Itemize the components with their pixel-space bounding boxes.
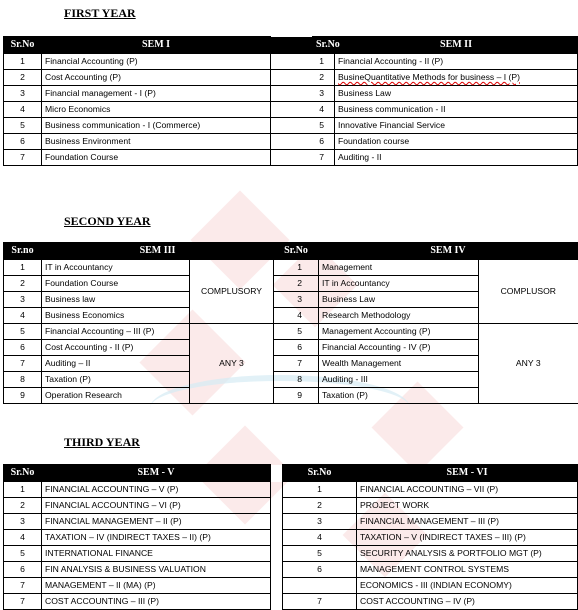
subject-name: ECONOMICS - III (INDIAN ECONOMY) — [357, 578, 578, 594]
first-year-heading: FIRST YEAR — [64, 6, 136, 20]
column-gap — [271, 514, 283, 530]
serial-number: 6 — [4, 134, 42, 150]
serial-number: 9 — [4, 388, 42, 404]
subject-name: FINANCIAL MANAGEMENT – III (P) — [357, 514, 578, 530]
subject-name: Taxation (P) — [319, 388, 479, 404]
subject-name: SECURITY ANALYSIS & PORTFOLIO MGT (P) — [357, 546, 578, 562]
subject-name: COST ACCOUNTING – IV (P) — [357, 594, 578, 610]
table-row — [4, 134, 578, 150]
column-gap — [271, 578, 283, 594]
serial-number: 1 — [4, 482, 42, 498]
table-row — [4, 578, 578, 594]
column-gap — [271, 594, 283, 610]
table-row — [4, 562, 578, 578]
serial-number: 3 — [271, 86, 335, 102]
serial-number: 7 — [274, 356, 319, 372]
serial-number: 3 — [4, 292, 42, 308]
table-row — [4, 482, 578, 498]
subject-name: Auditing – II — [42, 356, 190, 372]
third-year-heading: THIRD YEAR — [64, 435, 140, 449]
second-year-heading: SECOND YEAR — [64, 214, 151, 228]
subject-name: Innovative Financial Service — [335, 118, 578, 134]
group-label-compulsory: COMPLUSOR — [479, 260, 578, 324]
serial-number: 9 — [274, 388, 319, 404]
table-header-row — [4, 243, 578, 260]
subject-name: Operation Research — [42, 388, 190, 404]
group-label-compulsory: COMPLUSORY — [190, 260, 274, 324]
subject-name: Business communication - II — [335, 102, 578, 118]
semester-header: SEM - V — [42, 465, 271, 482]
subject-name: Business Law — [335, 86, 578, 102]
serial-number: 1 — [283, 482, 357, 498]
serial-number: 4 — [283, 530, 357, 546]
subject-name: Financial management - I (P) — [42, 86, 271, 102]
serial-number: 7 — [4, 594, 42, 610]
table-row — [4, 498, 578, 514]
serial-number: 1 — [4, 54, 42, 70]
subject-name: FINANCIAL ACCOUNTING – VII (P) — [357, 482, 578, 498]
serial-number: 4 — [274, 308, 319, 324]
subject-name: Management — [319, 260, 479, 276]
serial-number: 7 — [4, 578, 42, 594]
subject-name: Auditing - II — [335, 150, 578, 166]
subject-name: Business Environment — [42, 134, 271, 150]
subject-name: FINANCIAL ACCOUNTING – V (P) — [42, 482, 271, 498]
serial-number: 4 — [4, 530, 42, 546]
table-header-row — [4, 37, 578, 54]
serial-number: 6 — [283, 562, 357, 578]
subject-name: Business communication - I (Commerce) — [42, 118, 271, 134]
table-row — [4, 530, 578, 546]
table-row — [4, 594, 578, 610]
subject-name: Wealth Management — [319, 356, 479, 372]
serial-number: 6 — [4, 562, 42, 578]
serial-number: 8 — [4, 372, 42, 388]
column-gap — [271, 482, 283, 498]
serial-number: 3 — [4, 86, 42, 102]
sr-no-header: Sr.No — [313, 37, 335, 54]
serial-number: 2 — [283, 498, 357, 514]
semester-header: SEM I — [42, 37, 271, 54]
serial-number: 5 — [271, 118, 335, 134]
serial-number: 7 — [4, 356, 42, 372]
serial-number: 5 — [274, 324, 319, 340]
subject-name: Auditing - III — [319, 372, 479, 388]
subject-name: Foundation course — [335, 134, 578, 150]
subject-name: IT in Accountancy — [319, 276, 479, 292]
table-row — [4, 102, 578, 118]
serial-number: 5 — [283, 546, 357, 562]
third-year-table — [3, 464, 578, 610]
serial-number: 2 — [4, 70, 42, 86]
column-gap — [271, 37, 313, 54]
subject-name: COST ACCOUNTING – III (P) — [42, 594, 271, 610]
subject-name: Taxation (P) — [42, 372, 190, 388]
table-row — [4, 546, 578, 562]
group-label-any-3: ANY 3 — [479, 324, 578, 404]
serial-number — [283, 578, 357, 594]
subject-name: Financial Accounting – III (P) — [42, 324, 190, 340]
subject-name: Business Law — [319, 292, 479, 308]
serial-number: 8 — [274, 372, 319, 388]
subject-name: TAXATION – IV (INDIRECT TAXES – II) (P) — [42, 530, 271, 546]
table-row — [4, 324, 578, 340]
serial-number: 2 — [274, 276, 319, 292]
serial-number: 5 — [4, 546, 42, 562]
column-gap — [271, 465, 283, 482]
subject-name: FINANCIAL MANAGEMENT – II (P) — [42, 514, 271, 530]
subject-name: Financial Accounting (P) — [42, 54, 271, 70]
column-gap — [271, 530, 283, 546]
serial-number: 3 — [274, 292, 319, 308]
subject-name: FIN ANALYSIS & BUSINESS VALUATION — [42, 562, 271, 578]
table-row — [4, 86, 578, 102]
serial-number: 7 — [271, 150, 335, 166]
sr-no-header: Sr.No — [283, 465, 357, 482]
first-year-table — [3, 36, 578, 166]
subject-name: BusineQuantitative Methods for business – I (P) — [335, 70, 578, 86]
sr-no-header: Sr.no — [4, 243, 42, 260]
serial-number: 6 — [4, 340, 42, 356]
semester-header: SEM - VI — [357, 465, 578, 482]
serial-number: 1 — [271, 54, 335, 70]
serial-number: 1 — [274, 260, 319, 276]
serial-number: 3 — [283, 514, 357, 530]
subject-name: FINANCIAL ACCOUNTING – VI (P) — [42, 498, 271, 514]
semester-header: SEM IV — [319, 243, 578, 260]
serial-number: 1 — [4, 260, 42, 276]
subject-name: Foundation Course — [42, 276, 190, 292]
table-row — [4, 70, 578, 86]
table-row — [4, 260, 578, 276]
serial-number: 7 — [283, 594, 357, 610]
table-row — [4, 514, 578, 530]
subject-name: Business Economics — [42, 308, 190, 324]
subject-name: MANAGEMENT CONTROL SYSTEMS — [357, 562, 578, 578]
serial-number: 2 — [271, 70, 335, 86]
table-row — [4, 150, 578, 166]
serial-number: 6 — [274, 340, 319, 356]
serial-number: 2 — [4, 498, 42, 514]
subject-name: Financial Accounting - IV (P) — [319, 340, 479, 356]
column-gap — [271, 498, 283, 514]
serial-number: 4 — [4, 308, 42, 324]
serial-number: 5 — [4, 324, 42, 340]
second-year-table — [3, 242, 578, 404]
serial-number: 5 — [4, 118, 42, 134]
subject-name: INTERNATIONAL FINANCE — [42, 546, 271, 562]
column-gap — [271, 562, 283, 578]
table-header-row — [4, 465, 578, 482]
subject-name: PROJECT WORK — [357, 498, 578, 514]
subject-name: Foundation Course — [42, 150, 271, 166]
serial-number: 7 — [4, 150, 42, 166]
subject-name: MANAGEMENT – II (MA) (P) — [42, 578, 271, 594]
sr-no-header: Sr.No — [274, 243, 319, 260]
serial-number: 3 — [4, 514, 42, 530]
column-gap — [271, 546, 283, 562]
subject-name: IT in Accountancy — [42, 260, 190, 276]
serial-number: 4 — [4, 102, 42, 118]
table-row — [4, 118, 578, 134]
subject-name: Research Methodology — [319, 308, 479, 324]
serial-number: 2 — [4, 276, 42, 292]
subject-name: Micro Economics — [42, 102, 271, 118]
semester-header: SEM II — [335, 37, 578, 54]
sr-no-header: Sr.No — [4, 37, 42, 54]
subject-name: Business law — [42, 292, 190, 308]
subject-name: TAXATION – V (INDIRECT TAXES – III) (P) — [357, 530, 578, 546]
subject-name: Cost Accounting - II (P) — [42, 340, 190, 356]
subject-name: Financial Accounting - II (P) — [335, 54, 578, 70]
table-row — [4, 54, 578, 70]
semester-header: SEM III — [42, 243, 274, 260]
serial-number: 4 — [271, 102, 335, 118]
sr-no-header: Sr.No — [4, 465, 42, 482]
subject-name: Cost Accounting (P) — [42, 70, 271, 86]
group-label-any-3: ANY 3 — [190, 324, 274, 404]
subject-name: Management Accounting (P) — [319, 324, 479, 340]
serial-number: 6 — [271, 134, 335, 150]
